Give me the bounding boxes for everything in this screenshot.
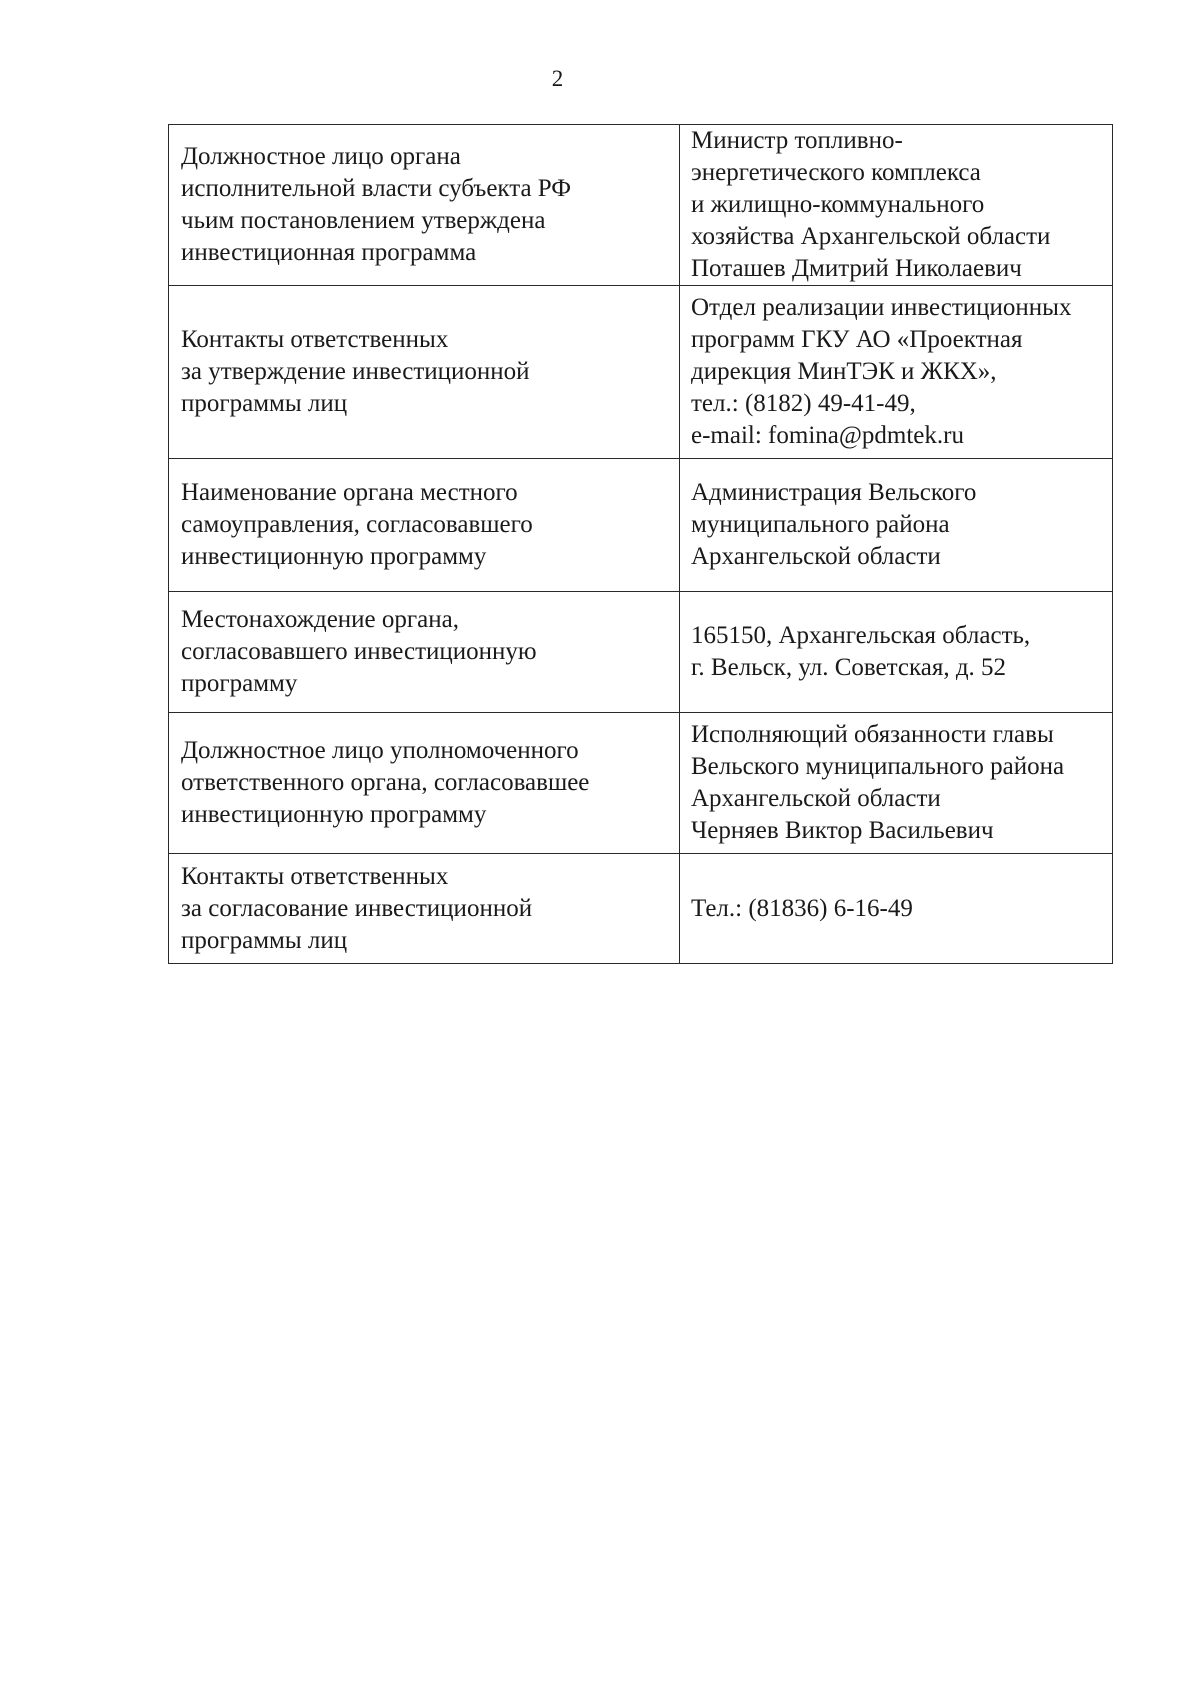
- row-value: Исполняющий обязанности главы Вельского муниципального района Архангельской области Черняев Виктор Васильевич: [680, 713, 1113, 854]
- page-number: [0, 66, 1200, 92]
- table-row: [169, 459, 1113, 592]
- table-row: [169, 854, 1113, 964]
- row-value: Отдел реализации инвестиционных программ ГКУ АО «Проектная дирекция МинТЭК и ЖКХ», тел.: (8182) 49-41-49, e-mail: fomina@pdmtek.ru: [680, 286, 1113, 459]
- table-row: [169, 713, 1113, 854]
- row-label: Контакты ответственных за утверждение инвестиционной программы лиц: [169, 286, 680, 459]
- row-label: Должностное лицо уполномоченного ответственного органа, согласовавшее инвестиционную программу: [169, 713, 680, 854]
- row-value: Тел.: (81836) 6-16-49: [680, 854, 1113, 964]
- row-value: Министр топливно- энергетического комплекса и жилищно-коммунального хозяйства Архангельской области Поташев Дмитрий Николаевич: [680, 125, 1113, 286]
- row-label: Местонахождение органа, согласовавшего инвестиционную программу: [169, 592, 680, 713]
- table-row: [169, 592, 1113, 713]
- row-label: Наименование органа местного самоуправления, согласовавшего инвестиционную программу: [169, 459, 680, 592]
- page-number-text: 2: [551, 66, 564, 91]
- row-label: Должностное лицо органа исполнительной власти субъекта РФ чьим постановлением утверждена инвестиционная программа: [169, 125, 680, 286]
- row-value: Администрация Вельского муниципального района Архангельской области: [680, 459, 1113, 592]
- table-row: [169, 125, 1113, 286]
- info-table: [168, 124, 1113, 964]
- row-label: Контакты ответственных за согласование инвестиционной программы лиц: [169, 854, 680, 964]
- row-value: 165150, Архангельская область, г. Вельск, ул. Советская, д. 52: [680, 592, 1113, 713]
- table-row: [169, 286, 1113, 459]
